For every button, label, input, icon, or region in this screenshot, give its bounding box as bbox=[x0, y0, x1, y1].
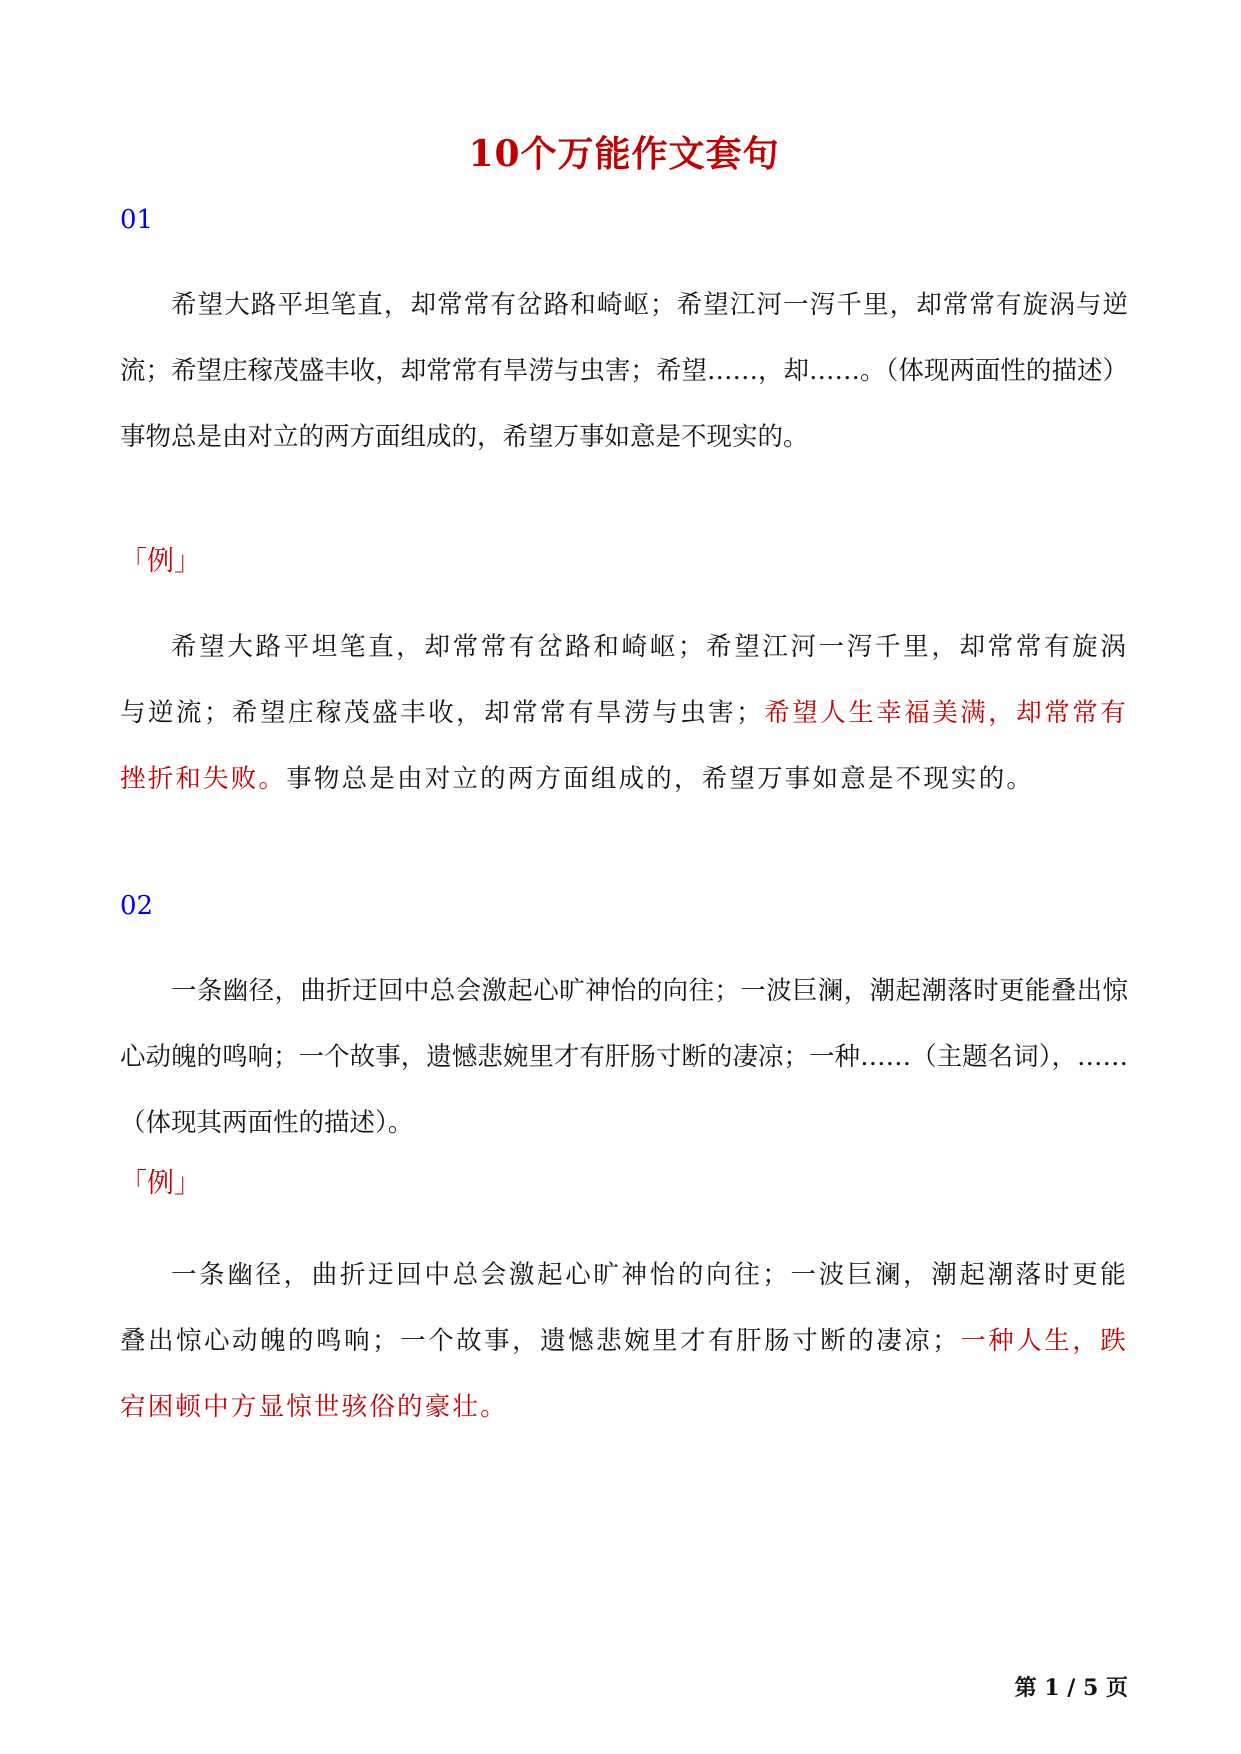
section-01-template: 希望大路平坦笔直，却常常有岔路和崎岖；希望江河一泻千里，却常常有旋涡与逆流；希望庄稼茂盛丰收，却常常有旱涝与虫害；希望……，却……。（体现两面性的描述）事物总是由对立的两方面组成的，希望万事如意是不现实的。 bbox=[120, 290, 1128, 452]
section-02-example-text: 一条幽径，曲折迂回中总会激起心旷神怡的向往；一波巨澜，潮起潮落时更能叠出惊心动魄的鸣响；一个故事，遗憾悲婉里才有肝肠寸断的凄凉； bbox=[120, 1260, 1128, 1356]
section-02-example bbox=[120, 1242, 1128, 1440]
document-page bbox=[120, 0, 1128, 1754]
section-02-example-label: 「例」 bbox=[120, 1168, 201, 1199]
page-indicator bbox=[1015, 1670, 1128, 1706]
section-02-example-highlight: 一种人生，跌宕困顿中方显惊世骇俗的豪壮。 bbox=[120, 1326, 1128, 1422]
section-01-example bbox=[120, 614, 1128, 812]
section-02-template: 一条幽径，曲折迂回中总会激起心旷神怡的向往；一波巨澜，潮起潮落时更能叠出惊心动魄的鸣响；一个故事，遗憾悲婉里才有肝肠寸断的凄凉；一种……（主题名词），……（体现其两面性的描述）。 bbox=[120, 976, 1128, 1138]
page-indicator-separator: / bbox=[1067, 1675, 1076, 1701]
page-indicator-prefix: 第 bbox=[1014, 1675, 1037, 1701]
section-01-example-text: 希望大路平坦笔直，却常常有岔路和崎岖；希望江河一泻千里，却常常有旋涡与逆流；希望庄稼茂盛丰收，却常常有旱涝与虫害； bbox=[120, 632, 1128, 728]
page-indicator-total: 5 bbox=[1083, 1675, 1099, 1701]
section-number-01: 01 bbox=[120, 205, 154, 235]
page-indicator-current: 1 bbox=[1044, 1675, 1060, 1701]
page-indicator-suffix: 页 bbox=[1105, 1675, 1128, 1701]
section-01-example-label: 「例」 bbox=[120, 546, 201, 577]
section-01-example-text-end: 事物总是由对立的两方面组成的，希望万事如意是不现实的。 bbox=[286, 764, 1035, 794]
section-01-example-highlight: 希望人生幸福美满，却常常有挫折和失败。 bbox=[120, 698, 1128, 794]
section-number-02: 02 bbox=[120, 891, 154, 921]
page-title: 10个万能作文套句 bbox=[468, 133, 780, 175]
